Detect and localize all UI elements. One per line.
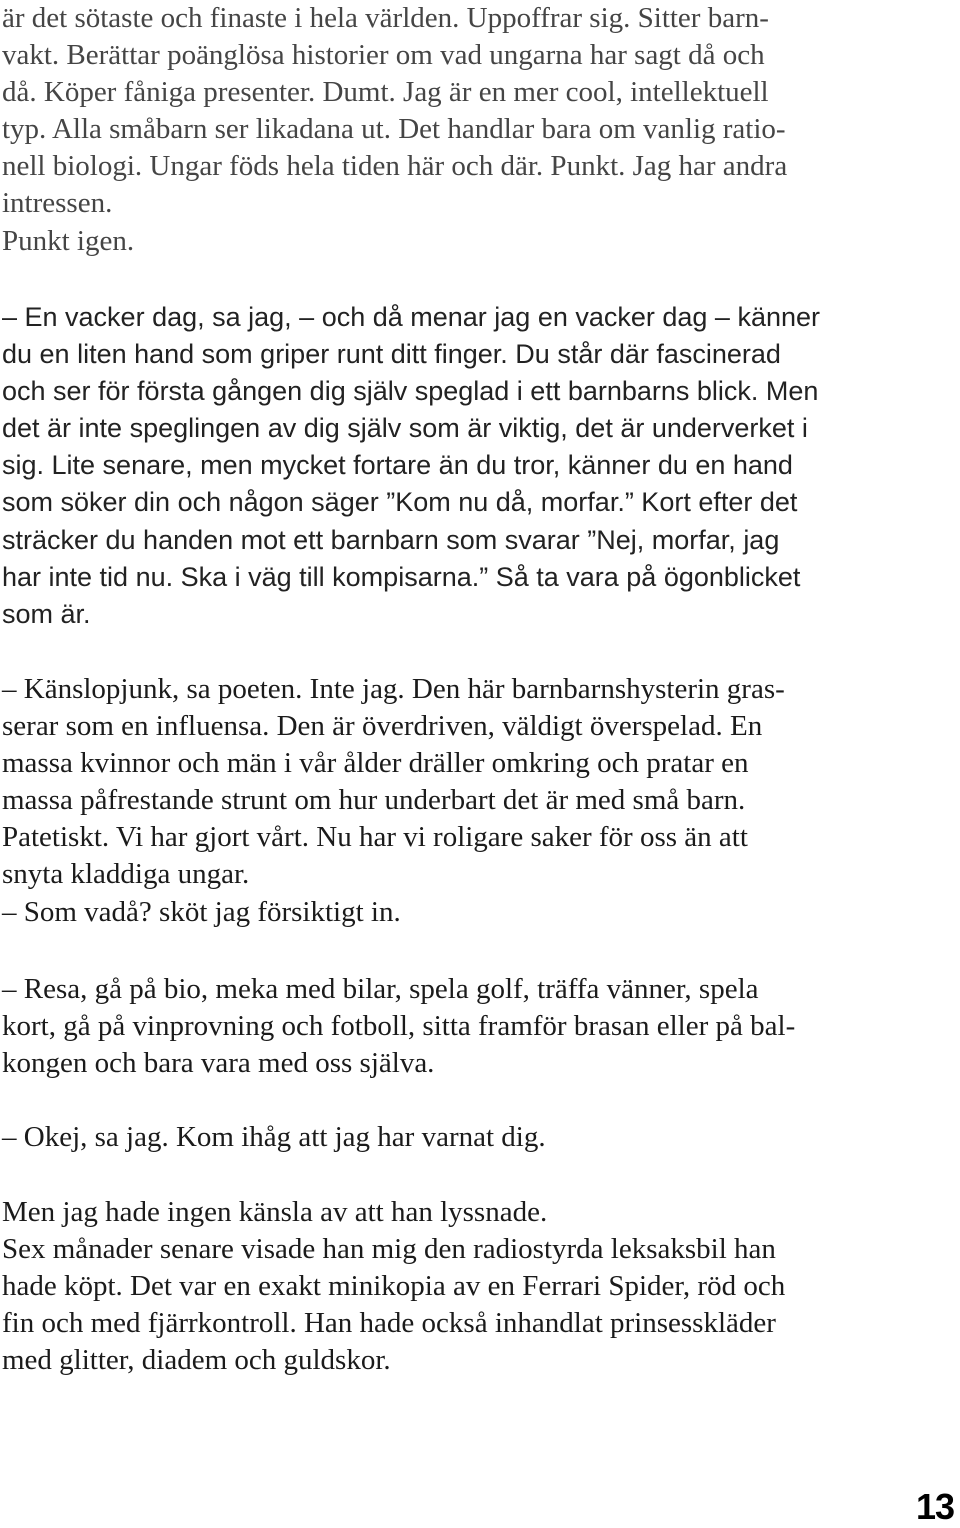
text-line: Patetiskt. Vi har gjort vårt. Nu har vi roligare saker för oss än att (2, 821, 748, 854)
text-line: sträcker du handen mot ett barnbarn som svarar ”Nej, morfar, jag (2, 524, 780, 555)
paragraph-4 (2, 971, 795, 1082)
paragraph-6 (2, 1194, 785, 1379)
text-line: med glitter, diadem och guldskor. (2, 1344, 391, 1377)
text-line: har inte tid nu. Ska i väg till kompisarna.” Så ta vara på ögonblicket (2, 561, 801, 592)
text-line: massa kvinnor och män i vår ålder dräller omkring och pratar en (2, 747, 749, 780)
text-line: vakt. Berättar poänglösa historier om vad ungarna har sagt då och (2, 39, 765, 72)
text-line: som är. (2, 598, 91, 629)
text-line: Men jag hade ingen känsla av att han lyssnade. (2, 1196, 548, 1228)
text-line: du en liten hand som griper runt ditt finger. Du står där fascinerad (2, 339, 781, 370)
text-line: då. Köper fåniga presenter. Dumt. Jag är en mer cool, intellektuell (2, 76, 769, 109)
text-line: – Resa, gå på bio, meka med bilar, spela golf, träffa vänner, spela (2, 973, 759, 1005)
text-line: som söker din och någon säger ”Kom nu då, morfar.” Kort efter det (2, 487, 798, 518)
text-line: serar som en influensa. Den är överdriven, väldigt överspelad. En (2, 710, 763, 743)
paragraph-5 (2, 1119, 546, 1156)
paragraph-3 (2, 671, 785, 931)
paragraph-2 (2, 299, 820, 633)
page-number: 13 (915, 1486, 954, 1527)
text-line: nell biologi. Ungar föds hela tiden här och där. Punkt. Jag har andra (2, 150, 788, 183)
text-line: sig. Lite senare, men mycket fortare än du tror, känner du en hand (2, 450, 793, 481)
text-line: kongen och bara vara med oss själva. (2, 1047, 435, 1080)
text-line: kort, gå på vinprovning och fotboll, sitta framför brasan eller på bal- (2, 1010, 796, 1043)
text-line: är det sötaste och finaste i hela världen. Uppoffrar sig. Sitter barn- (2, 2, 769, 34)
text-line: typ. Alla småbarn ser likadana ut. Det handlar bara om vanlig ratio- (2, 113, 786, 146)
text-line: Punkt igen. (2, 224, 135, 257)
text-line: det är inte speglingen av dig själv som är viktig, det är underverket i (2, 413, 808, 444)
paragraph-1 (2, 0, 787, 260)
text-line: – Känslopjunk, sa poeten. Inte jag. Den här barnbarnshysterin gras- (2, 673, 785, 705)
text-line: – En vacker dag, sa jag, – och då menar jag en vacker dag – känner (2, 302, 821, 332)
text-line: – Okej, sa jag. Kom ihåg att jag har varnat dig. (2, 1121, 546, 1153)
text-line: hade köpt. Det var en exakt minikopia av en Ferrari Spider, röd och (2, 1270, 786, 1303)
text-line: Sex månader senare visade han mig den radiostyrda leksaksbil han (2, 1233, 776, 1266)
text-line: snyta kladdiga ungar. (2, 858, 250, 891)
text-line: intressen. (2, 187, 113, 220)
text-line: massa påfrestande strunt om hur underbart det är med små barn. (2, 784, 746, 817)
text-line: och ser för första gången dig själv speglad i ett barnbarns blick. Men (2, 376, 819, 407)
text-line: fin och med fjärrkontroll. Han hade också inhandlat prinsesskläder (2, 1307, 776, 1340)
text-line: – Som vadå? sköt jag försiktigt in. (2, 895, 401, 928)
